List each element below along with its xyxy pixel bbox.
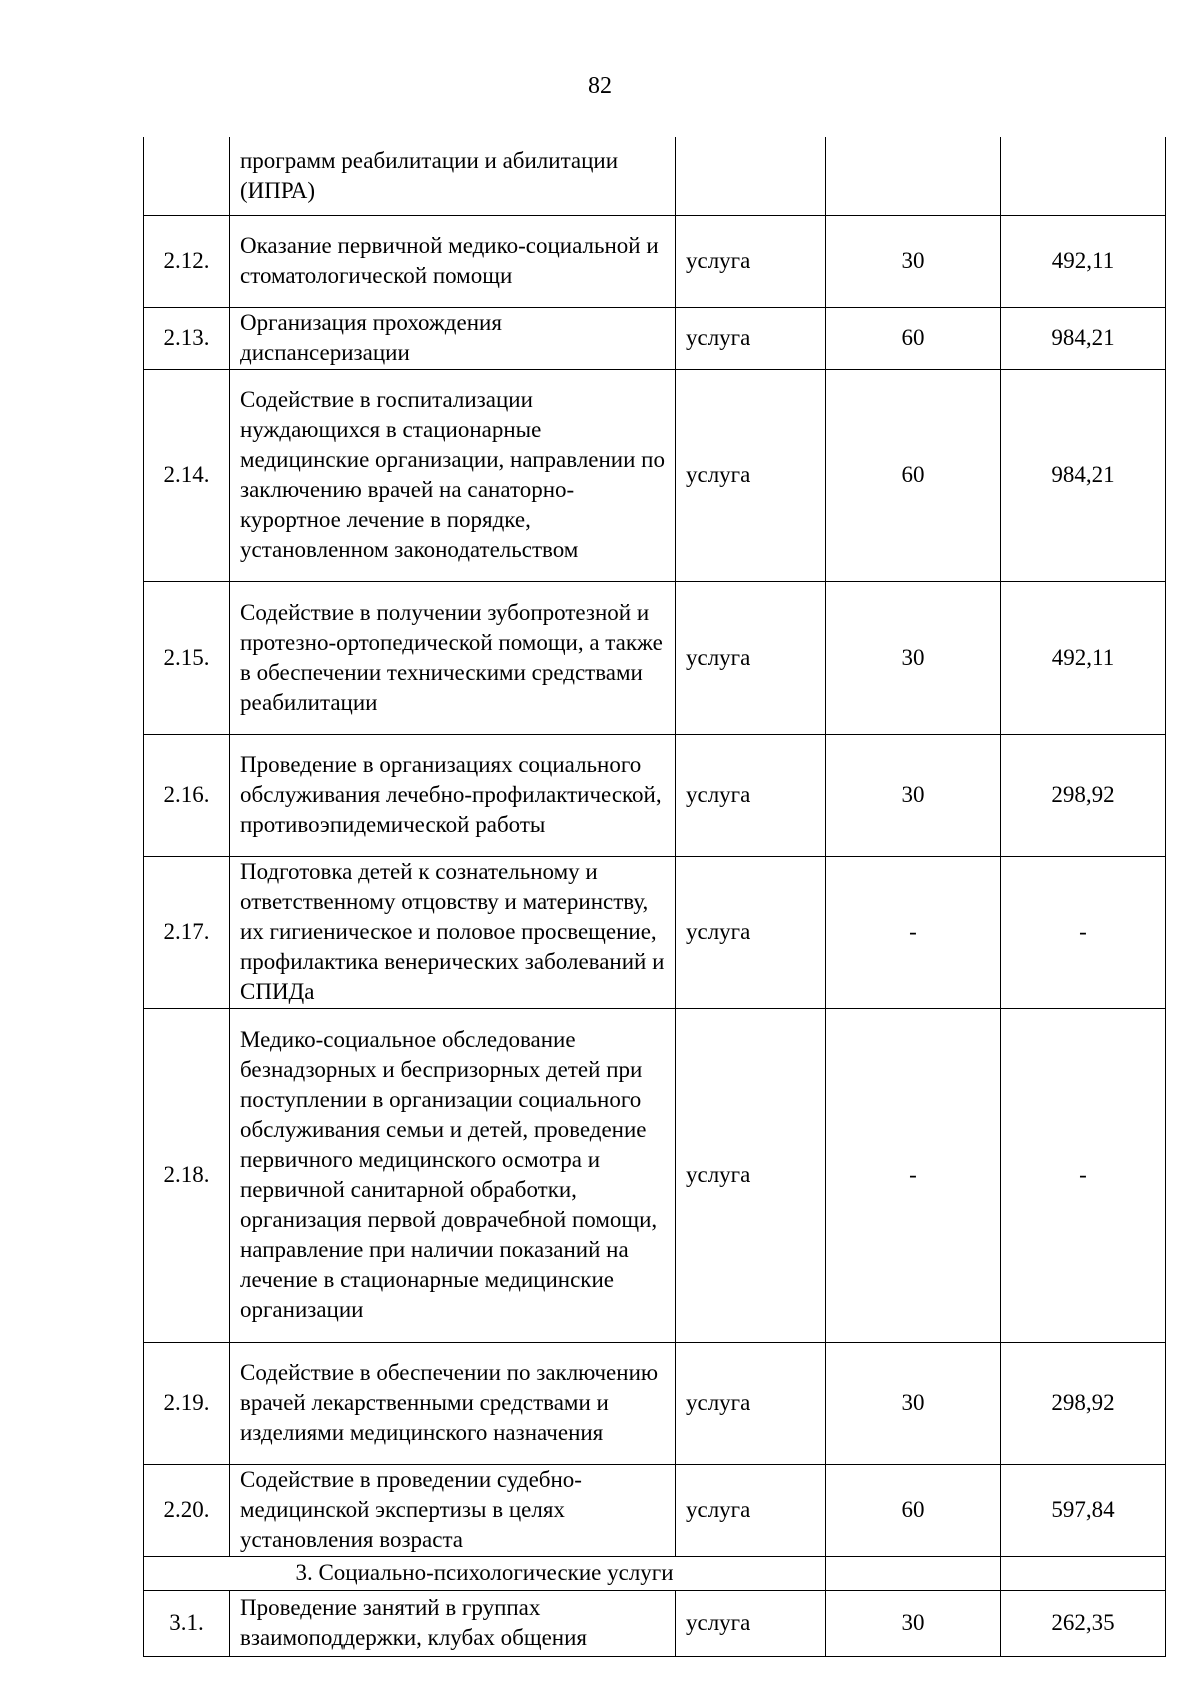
unit-cell: услуга — [676, 1008, 826, 1342]
quantity-cell: - — [826, 1008, 1001, 1342]
section-title: 3. Социально-психологические услуги — [144, 1556, 826, 1590]
unit-cell: услуга — [676, 369, 826, 581]
unit-cell: услуга — [676, 215, 826, 307]
row-number: 2.18. — [144, 1008, 230, 1342]
quantity-cell: 30 — [826, 1590, 1001, 1656]
unit-cell: услуга — [676, 1464, 826, 1556]
service-name: Организация прохождения диспансеризации — [230, 307, 676, 369]
quantity-cell: 30 — [826, 581, 1001, 734]
row-number: 2.16. — [144, 734, 230, 856]
row-number: 2.20. — [144, 1464, 230, 1556]
row-number: 3.1. — [144, 1590, 230, 1656]
table-row — [144, 1464, 1166, 1556]
price-cell: 298,92 — [1001, 734, 1166, 856]
unit-cell: услуга — [676, 1590, 826, 1656]
table-row — [144, 137, 1166, 215]
row-number: 2.19. — [144, 1342, 230, 1464]
row-number: 2.17. — [144, 856, 230, 1008]
row-number: 2.15. — [144, 581, 230, 734]
price-cell: 492,11 — [1001, 215, 1166, 307]
unit-cell: услуга — [676, 1342, 826, 1464]
price-cell: - — [1001, 1008, 1166, 1342]
unit-cell: услуга — [676, 307, 826, 369]
row-number: 2.14. — [144, 369, 230, 581]
price-cell — [1001, 1556, 1166, 1590]
service-name: Содействие в обеспечении по заключению врачей лекарственными средствами и изделиями медицинского назначения — [230, 1342, 676, 1464]
page-number: 82 — [588, 73, 612, 99]
service-name: Содействие в получении зубопротезной и протезно-ортопедической помощи, а также в обеспечении техническими средствами реабилитации — [230, 581, 676, 734]
table-row — [144, 1590, 1166, 1656]
quantity-cell: 30 — [826, 215, 1001, 307]
price-cell: 298,92 — [1001, 1342, 1166, 1464]
row-number — [144, 137, 230, 215]
quantity-cell: 30 — [826, 734, 1001, 856]
table-row — [144, 307, 1166, 369]
table-row — [144, 581, 1166, 734]
section-header-row — [144, 1556, 1166, 1590]
quantity-cell: - — [826, 856, 1001, 1008]
row-number: 2.13. — [144, 307, 230, 369]
quantity-cell: 30 — [826, 1342, 1001, 1464]
quantity-cell: 60 — [826, 369, 1001, 581]
service-name: Проведение в организациях социального обслуживания лечебно-профилактической, противоэпидемической работы — [230, 734, 676, 856]
unit-cell — [676, 137, 826, 215]
table-row — [144, 734, 1166, 856]
unit-cell: услуга — [676, 856, 826, 1008]
service-name: Проведение занятий в группах взаимоподдержки, клубах общения — [230, 1590, 676, 1656]
service-name: программ реабилитации и абилитации (ИПРА) — [230, 137, 676, 215]
service-name: Подготовка детей к сознательному и ответственному отцовству и материнству, их гигиеническое и половое просвещение, профилактика венерических заболеваний и СПИДа — [230, 856, 676, 1008]
unit-cell: услуга — [676, 581, 826, 734]
service-name: Медико-социальное обследование безнадзорных и беспризорных детей при поступлении в организации социального обслуживания семьи и детей, проведение первичного медицинского осмотра и первичной санитарной обработки, организация первой доврачебной помощи, направление при наличии показаний на лечение в стационарные медицинские организации — [230, 1008, 676, 1342]
service-name: Содействие в проведении судебно-медицинской экспертизы в целях установления возраста — [230, 1464, 676, 1556]
services-table — [143, 137, 1166, 1657]
row-number: 2.12. — [144, 215, 230, 307]
price-cell: 492,11 — [1001, 581, 1166, 734]
table-row — [144, 1008, 1166, 1342]
unit-cell: услуга — [676, 734, 826, 856]
table-row — [144, 369, 1166, 581]
price-cell: 262,35 — [1001, 1590, 1166, 1656]
table-row — [144, 215, 1166, 307]
service-name: Оказание первичной медико-социальной и стоматологической помощи — [230, 215, 676, 307]
price-cell: 597,84 — [1001, 1464, 1166, 1556]
price-cell: 984,21 — [1001, 307, 1166, 369]
quantity-cell: 60 — [826, 307, 1001, 369]
table-row — [144, 856, 1166, 1008]
service-name: Содействие в госпитализации нуждающихся в стационарные медицинские организации, направлении по заключению врачей на санаторно-курортное лечение в порядке, установленном законодательством — [230, 369, 676, 581]
quantity-cell — [826, 137, 1001, 215]
quantity-cell — [826, 1556, 1001, 1590]
table-row — [144, 1342, 1166, 1464]
price-cell: - — [1001, 856, 1166, 1008]
quantity-cell: 60 — [826, 1464, 1001, 1556]
price-cell — [1001, 137, 1166, 215]
price-cell: 984,21 — [1001, 369, 1166, 581]
